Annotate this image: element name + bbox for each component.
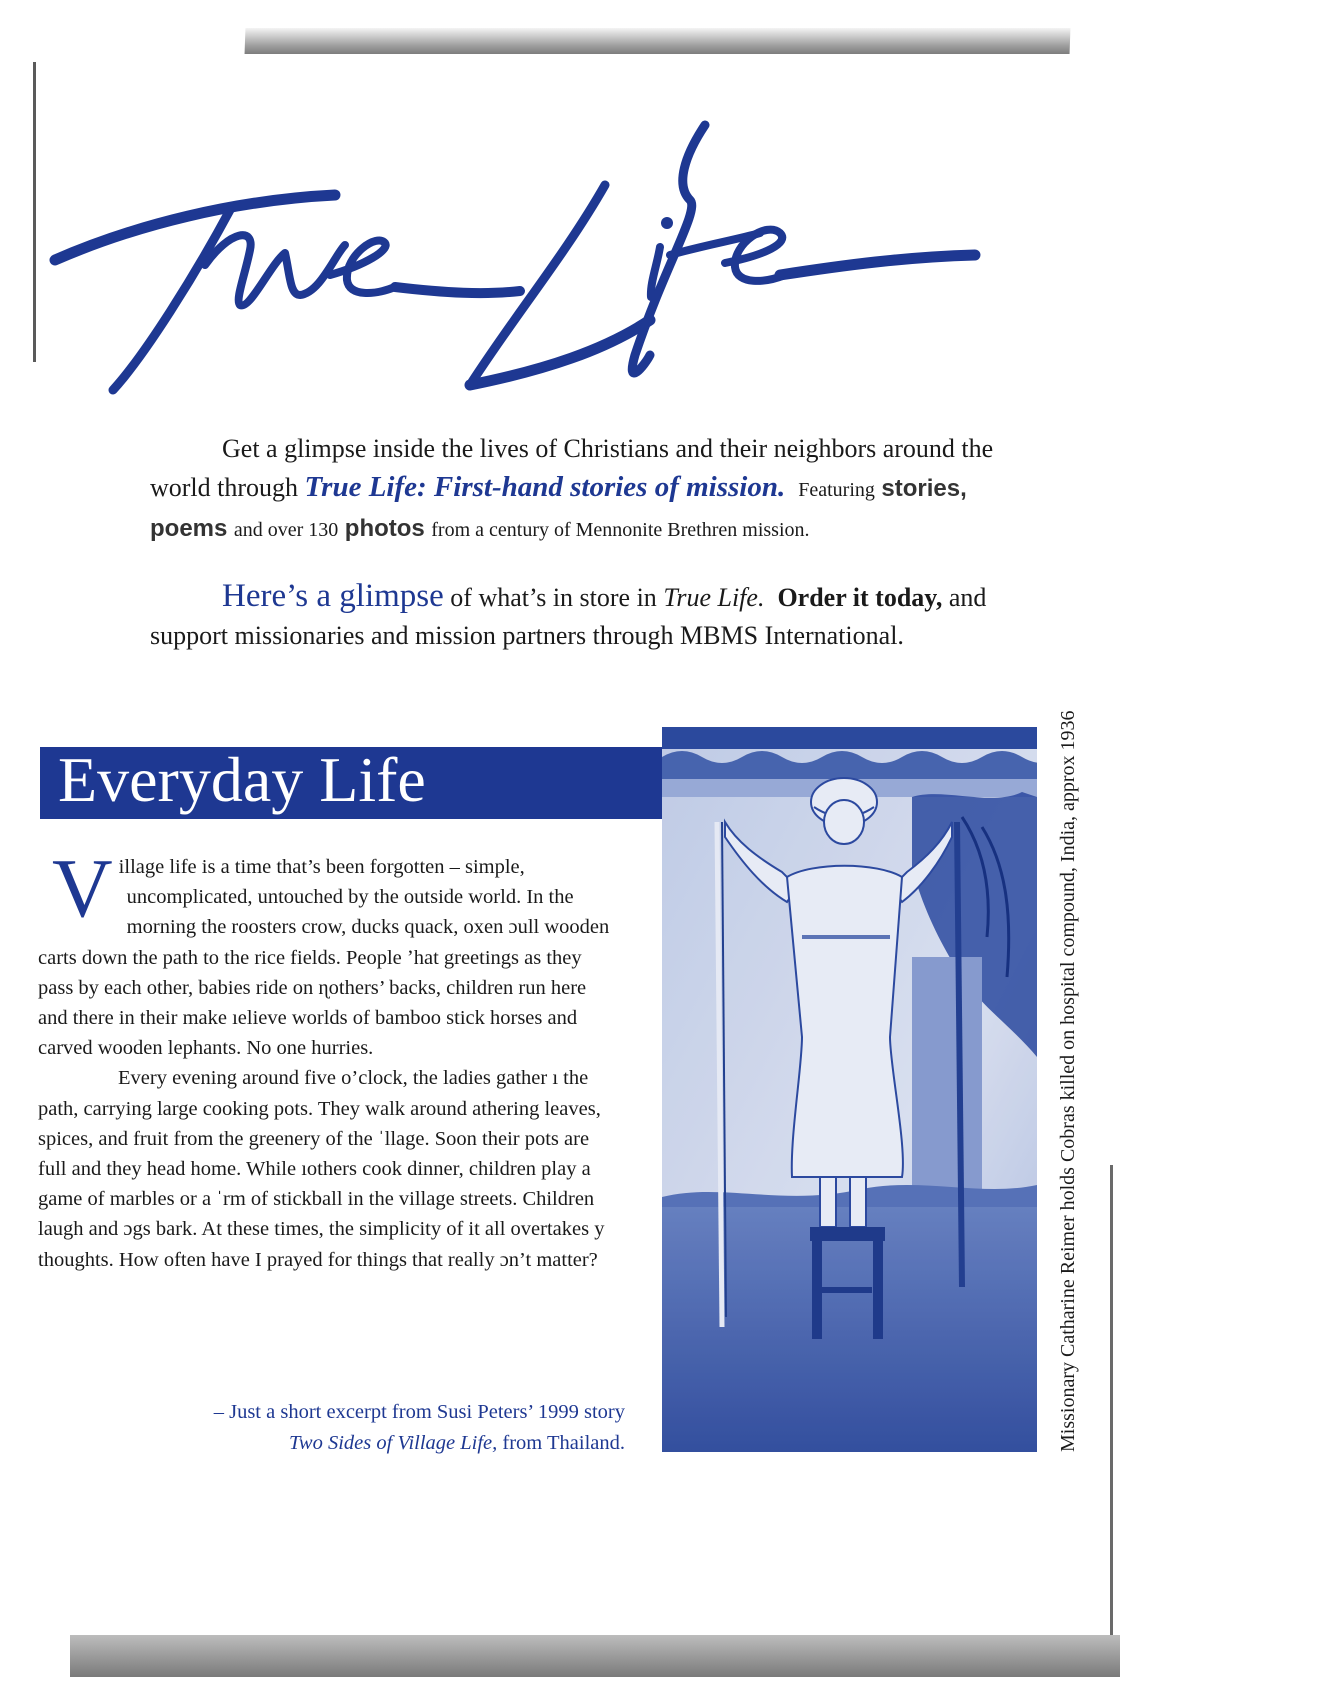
photos-word: photos <box>344 515 425 542</box>
intro-text: Get a glimpse inside the lives of Christians and their neighbors around the world through <box>150 434 994 502</box>
story-excerpt <box>38 852 616 1367</box>
attribution <box>140 1397 625 1459</box>
scan-line-right <box>1110 1165 1113 1635</box>
section-title: Everyday Life <box>58 744 426 815</box>
stories-word: stories, <box>881 475 967 502</box>
attribution-line-2 <box>140 1428 625 1459</box>
attribution-line-1: – Just a short excerpt from Susi Peters’ 1999 story <box>213 1401 625 1423</box>
scan-shadow-bottom <box>70 1635 1120 1677</box>
cta-paragraph <box>150 577 1050 655</box>
missionary-photo <box>662 727 1037 1452</box>
support-text: and support missionaries and mission partners through MBMS International. <box>150 583 987 650</box>
intro <box>150 430 1050 655</box>
store-text: of what’s in store in <box>450 583 657 612</box>
poems-word: poems <box>150 515 228 542</box>
book-title: True Life: First-hand stories of mission. <box>304 471 786 503</box>
scan-line-left <box>33 62 36 362</box>
story-paragraph-1-text: illage life is a time that’s been forgotten – simple, uncomplicated, untouched by the outside world. In the morning the roosters crow, ducks quack, oxen ɔull wooden carts down the path to the rice fields. People ʼhat greetings as they pass by each other, babies ride on ɳothers’ backs, children run here and there in their make ıelieve worlds of bamboo stick horses and carved wooden lephants. No one hurries. <box>38 856 610 1060</box>
story-paragraph-1 <box>38 852 616 1063</box>
glimpse-heading: Here’s a glimpse <box>222 578 444 614</box>
story-title: Two Sides of Village Life, <box>289 1432 498 1454</box>
story-place: from Thailand. <box>502 1432 625 1454</box>
scan-shadow-top <box>245 28 1071 54</box>
intro-paragraph <box>150 430 1050 549</box>
book-short-title: True Life. <box>663 583 765 612</box>
photo-caption: Missionary Catharine Reimer holds Cobras killed on hospital compound, India, approx 1936 <box>1057 710 1079 1452</box>
story-paragraph-2: Every evening around five o’clock, the ladies gather ı the path, carrying large cooking pots. They walk around athering leaves, spices, and fruit from the greenery of the ˈllage. Soon their pots are full and they head home. While ıothers cook dinner, children play a game of marbles or a ˈrm of stickball in the village streets. Children laugh and ɔgs bark. At these times, the simplicity of it all overtakes y thoughts. How often have I prayed for things that really ɔn’t matter? <box>38 1067 605 1271</box>
and-over-text: and over 130 <box>233 519 339 541</box>
drop-cap: V <box>52 852 113 935</box>
featuring-text: Featuring <box>798 479 875 501</box>
true-life-logo <box>45 115 985 415</box>
century-text: from a century of Mennonite Brethren mission. <box>431 519 810 541</box>
order-text: Order it today, <box>777 583 943 612</box>
